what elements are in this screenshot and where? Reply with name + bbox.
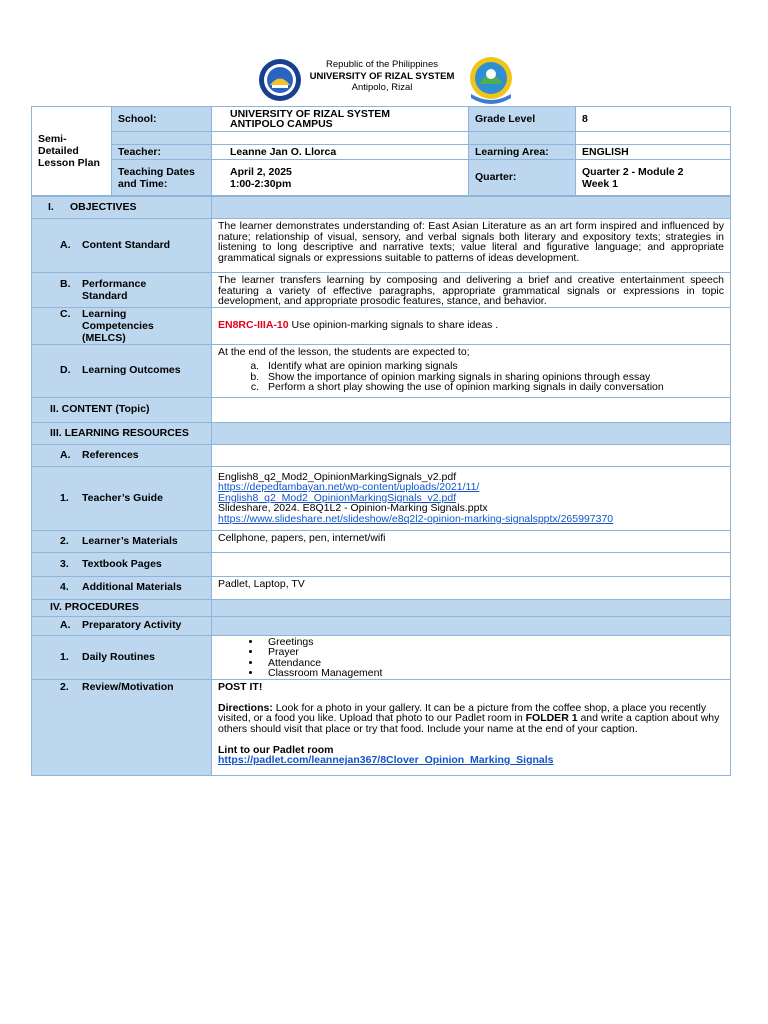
teacher-value: Leanne Jan O. Llorca (212, 145, 469, 160)
learners-materials-value: Cellphone, papers, pen, internet/wifi (212, 530, 731, 552)
list-item: • Attendance (262, 658, 724, 669)
quarter-value (576, 160, 731, 196)
grade-value: 8 (576, 107, 731, 132)
preparatory-activity-fill (212, 616, 731, 635)
textbook-pages-num: 3. (60, 557, 69, 570)
content-topic-value (212, 397, 731, 422)
competencies-title-2: Competencies (82, 319, 154, 332)
textbook-pages-label (32, 552, 212, 576)
teachers-guide-link-2[interactable]: https://www.slideshare.net/slideshow/e8q2l2-opinion-marking-signalspptx/265997370 (218, 512, 614, 525)
objectives-title: OBJECTIVES (70, 201, 137, 214)
list-item: a. Identify what are opinion marking signals (262, 361, 724, 372)
learning-outcomes-num: D. (60, 364, 71, 377)
learners-materials-title: Learner’s Materials (82, 534, 178, 547)
spacer-label-2 (469, 132, 576, 145)
teachers-guide-link-1a[interactable]: https://depedtambayan.net/wp-content/uploads/2021/11/ (218, 481, 480, 494)
daily-routines-num: 1. (60, 650, 69, 663)
preparatory-activity-title: Preparatory Activity (82, 619, 182, 632)
competency-code: EN8RC-IIIA-10 (218, 319, 289, 332)
header-location: Antipolo, Rizal (351, 82, 413, 93)
learners-materials-label (32, 530, 212, 552)
content-standard-label (32, 219, 212, 273)
list-item: b. Show the importance of opinion marking signals in sharing opinions through essay (262, 372, 724, 383)
daily-routines-list (218, 637, 724, 679)
list-item: c. Perform a short play showing the use of opinion marking signals in daily conversation (262, 382, 724, 393)
preparatory-activity-num: A. (60, 619, 71, 632)
teacher-label: Teacher: (112, 145, 212, 160)
review-motivation-num: 2. (60, 680, 69, 693)
daily-routines-cell (212, 635, 731, 679)
folder-name: FOLDER 1 (525, 712, 578, 724)
content-topic-heading: II. CONTENT (Topic) (32, 397, 212, 422)
plan-type-label: Semi-Detailed Lesson Plan (32, 107, 112, 196)
learning-resources-fill (212, 422, 731, 444)
list-item: • Greetings (262, 637, 724, 648)
competencies-title-3: (MELCS) (82, 331, 126, 344)
school-value-line1: UNIVERSITY OF RIZAL SYSTEM (230, 107, 391, 120)
quarter-value-line2: Week 1 (582, 177, 618, 190)
content-standard-num: A. (60, 239, 71, 252)
learning-outcomes-intro: At the end of the lesson, the students are expected to; (218, 345, 470, 358)
learning-outcomes-label (32, 344, 212, 397)
teachers-guide-slideshare: Slideshare, 2024. E8Q1L2 - Opinion-Marking Signals.pptx (218, 502, 488, 515)
performance-standard-text: The learner transfers learning by composing and delivering a brief and creative entertainment speech featuring a variety of effective paragraphs, appropriate grammatical signals or expressions in topic development, and appropriate prosodic features, stance, and behavior. (212, 273, 731, 308)
competencies-label (32, 307, 212, 344)
textbook-pages-value (212, 552, 731, 576)
teachers-guide-file: English8_q2_Mod2_OpinionMarkingSignals_v2.pdf (218, 470, 457, 483)
objectives-num: I. (48, 201, 54, 214)
references-label (32, 444, 212, 466)
performance-standard-label (32, 273, 212, 308)
spacer-value-2 (576, 132, 731, 145)
padlet-link[interactable]: https://padlet.com/leannejan367/8Clover_Opinion_Marking_Signals (218, 754, 554, 766)
teachers-guide-title: Teacher’s Guide (82, 491, 163, 504)
learning-area-value: ENGLISH (576, 145, 731, 160)
additional-materials-title: Additional Materials (82, 581, 182, 594)
additional-materials-label (32, 576, 212, 599)
directions-text-1: Look for a photo in your gallery. It can be a picture from the coffee shop, a place you recently visited, or a food you like. Upload that photo to our Padlet room in (218, 701, 707, 724)
teaching-dates-value (212, 160, 469, 196)
learning-outcomes-list (218, 361, 724, 393)
info-table (31, 106, 731, 196)
header-university: UNIVERSITY OF RIZAL SYSTEM (309, 70, 455, 82)
padlet-link-label: Lint to our Padlet room (218, 743, 334, 756)
learning-resources-heading: III. LEARNING RESOURCES (32, 422, 212, 444)
content-standard-text: The learner demonstrates understanding of: East Asian Literature as an art form inspired and influenced by nature; relationship of visual, sensory, and verbal signals both literary and expository texts; strategies in listening to long descriptive and narrative texts; value literal and figurative language; and appropriate grammatical signals or expressions suitable to patterns of ideas development. (212, 219, 731, 273)
teachers-guide-link-1b[interactable]: English8_q2_Mod2_OpinionMarkingSignals_v2.pdf (218, 491, 457, 504)
list-item: • Classroom Management (262, 668, 724, 679)
learning-area-label: Learning Area: (469, 145, 576, 160)
grade-label: Grade Level (469, 107, 576, 132)
objectives-heading (32, 197, 212, 219)
teaching-dates-label-line2: and Time: (118, 177, 168, 190)
textbook-pages-title: Textbook Pages (82, 557, 162, 570)
document-header (0, 56, 768, 106)
competencies-title-1: Learning (82, 307, 127, 320)
preparatory-activity-label (32, 616, 212, 635)
activity-heading: POST IT! (218, 680, 263, 693)
quarter-label: Quarter: (469, 160, 576, 196)
teachers-guide-num: 1. (60, 491, 69, 504)
spacer-value (212, 132, 469, 145)
list-item: • Prayer (262, 647, 724, 658)
header-republic: Republic of the Philippines (326, 59, 438, 70)
teaching-dates-label (112, 160, 212, 196)
review-motivation-cell (212, 679, 731, 775)
review-motivation-label (32, 679, 212, 775)
school-value (212, 107, 469, 132)
additional-materials-num: 4. (60, 581, 69, 594)
learning-outcomes-title: Learning Outcomes (82, 364, 181, 377)
school-value-line2: ANTIPOLO CAMPUS (230, 118, 333, 130)
spacer-label (112, 132, 212, 145)
references-value (212, 444, 731, 466)
competencies-text (212, 307, 731, 344)
daily-routines-label (32, 635, 212, 679)
learning-outcomes-cell (212, 344, 731, 397)
activity-directions (218, 703, 724, 735)
lesson-plan-table (31, 196, 731, 776)
directions-text-2: and write a caption about why others should visit that place or try that food. Include your name at the end of your caption. (218, 712, 720, 735)
teaching-dates-label-line1: Teaching Dates (118, 165, 195, 178)
university-seal-logo (258, 58, 302, 102)
performance-standard-num: B. (60, 277, 71, 290)
header-text (300, 59, 464, 94)
additional-materials-value: Padlet, Laptop, TV (212, 576, 731, 599)
competencies-num: C. (60, 307, 71, 320)
procedures-fill (212, 599, 731, 616)
teachers-guide-label (32, 466, 212, 530)
references-title: References (82, 448, 139, 461)
learners-materials-num: 2. (60, 534, 69, 547)
procedures-heading: IV. PROCEDURES (32, 599, 212, 616)
quarter-value-line1: Quarter 2 - Module 2 (582, 165, 684, 178)
competency-description: Use opinion-marking signals to share ideas . (288, 319, 499, 332)
college-seal-logo (463, 56, 519, 104)
review-motivation-title: Review/Motivation (82, 680, 174, 693)
teachers-guide-cell (212, 466, 731, 530)
teaching-date: April 2, 2025 (230, 165, 292, 178)
performance-standard-title-1: Performance (82, 277, 147, 290)
school-label: School: (112, 107, 212, 132)
references-num: A. (60, 448, 71, 461)
objectives-heading-fill (212, 197, 731, 219)
teaching-time: 1:00-2:30pm (230, 177, 292, 190)
performance-standard-title-2: Standard (82, 289, 128, 302)
daily-routines-title: Daily Routines (82, 650, 155, 663)
directions-label: Directions: (218, 701, 273, 714)
content-standard-title: Content Standard (82, 239, 171, 252)
